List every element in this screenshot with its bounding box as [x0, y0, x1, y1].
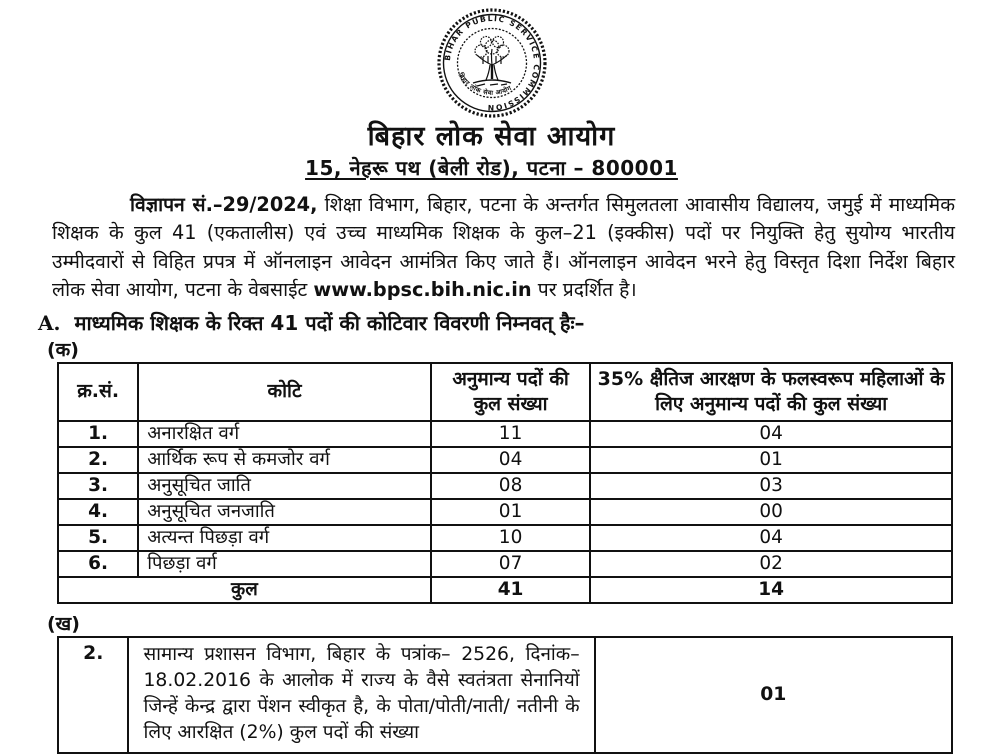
section-a-label: A.	[38, 310, 61, 335]
table-header-row	[58, 363, 952, 421]
total-label: कुल	[58, 577, 431, 603]
intro-text-2: पर प्रदर्शित है।	[531, 278, 637, 302]
row-women: 00	[590, 499, 952, 525]
commission-address: 15, नेहरू पथ (बेली रोड), पटना – 800001	[305, 155, 678, 180]
row-women: 01	[590, 447, 952, 473]
row-women: 04	[590, 525, 952, 551]
row-total: 08	[431, 473, 590, 499]
row-serial: 1.	[58, 421, 138, 447]
total-women-value: 14	[590, 577, 952, 603]
section-a-heading	[38, 310, 955, 336]
row-women: 03	[590, 473, 952, 499]
table-row	[58, 447, 952, 473]
row-category: आर्थिक रूप से कमजोर वर्ग	[138, 447, 431, 473]
row-category: अनुसूचित जाति	[138, 473, 431, 499]
row-serial: 3.	[58, 473, 138, 499]
row-serial: 2.	[58, 637, 128, 753]
seal-ring-text: BIHAR PUBLIC SERVICE COMMISSION	[442, 13, 541, 113]
section-a-text: माध्यमिक शिक्षक के रिक्त 41 पदों की कोटिवार विवरणी निम्नवत् हैः–	[74, 310, 585, 335]
row-category: अनुसूचित जनजाति	[138, 499, 431, 525]
seal-tree-icon	[473, 37, 511, 87]
row-category: अत्यन्त पिछड़ा वर्ग	[138, 525, 431, 551]
advertisement-intro-paragraph	[52, 191, 955, 305]
table-row	[58, 637, 952, 753]
intro-text-1: शिक्षा विभाग, बिहार, पटना के अन्तर्गत सिमुलतला आवासीय विद्यालय, जमुई में माध्यमिक शिक्षक के कुल 41 (एकतालीस) एवं उच्च माध्यमिक शिक्षक के कुल–21 (इक्कीस) पदों पर नियुक्ति हेतु सुयोग्य भारतीय उम्मीदवारों से विहित प्रपत्र में ऑनलाइन आवेदन आमंत्रित किए जाते हैं। ऑनलाइन आवेदन भरने हेतु विस्तृत दिशा निर्देश बिहार लोक सेवा आयोग, पटना के वेबसाईट	[52, 192, 956, 302]
row-women: 02	[590, 551, 952, 577]
table-row	[58, 525, 952, 551]
row-serial: 2.	[58, 447, 138, 473]
row-value: 01	[595, 637, 952, 753]
table-row	[58, 421, 952, 447]
table-kha-label: (ख)	[47, 612, 80, 635]
vacancy-table-ka	[57, 362, 953, 604]
row-total: 01	[431, 499, 590, 525]
table-ka-label: (क)	[47, 338, 79, 361]
table-total-row	[58, 577, 952, 603]
header-women-posts: 35% क्षैतिज आरक्षण के फलस्वरूप महिलाओं के लिए अनुमान्य पदों की कुल संख्या	[590, 363, 952, 421]
table-row	[58, 551, 952, 577]
row-women: 04	[590, 421, 952, 447]
bpsc-seal-icon	[433, 7, 551, 119]
freedom-fighter-table-kha	[57, 636, 953, 754]
header-serial: क्र.सं.	[58, 363, 138, 421]
row-serial: 5.	[58, 525, 138, 551]
header-category: कोटि	[138, 363, 431, 421]
row-category: अनारक्षित वर्ग	[138, 421, 431, 447]
row-serial: 6.	[58, 551, 138, 577]
commission-title: बिहार लोक सेवा आयोग	[367, 121, 616, 152]
row-total: 04	[431, 447, 590, 473]
website-url: www.bpsc.bih.nic.in	[313, 278, 532, 302]
total-posts-value: 41	[431, 577, 590, 603]
row-description: सामान्य प्रशासन विभाग, बिहार के पत्रांक– 2526, दिनांक– 18.02.2016 के आलोक में राज्य के वैसे स्वतंत्रता सेनानियों जिन्हें केन्द्र द्वारा पेंशन स्वीकृत है, के पोता/पोती/नाती/ नतीनी के लिए आरक्षित (2%) कुल पदों की संख्या	[128, 637, 594, 753]
document-header	[0, 0, 983, 181]
row-total: 10	[431, 525, 590, 551]
table-row	[58, 473, 952, 499]
seal-bottom-text: बिहार लोक सेवा आयोग	[456, 71, 513, 97]
row-total: 11	[431, 421, 590, 447]
advertisement-number: विज्ञापन सं.–29/2024,	[130, 192, 318, 216]
row-total: 07	[431, 551, 590, 577]
row-category: पिछड़ा वर्ग	[138, 551, 431, 577]
row-serial: 4.	[58, 499, 138, 525]
table-row	[58, 499, 952, 525]
header-total-posts: अनुमान्य पदों की कुल संख्या	[431, 363, 590, 421]
